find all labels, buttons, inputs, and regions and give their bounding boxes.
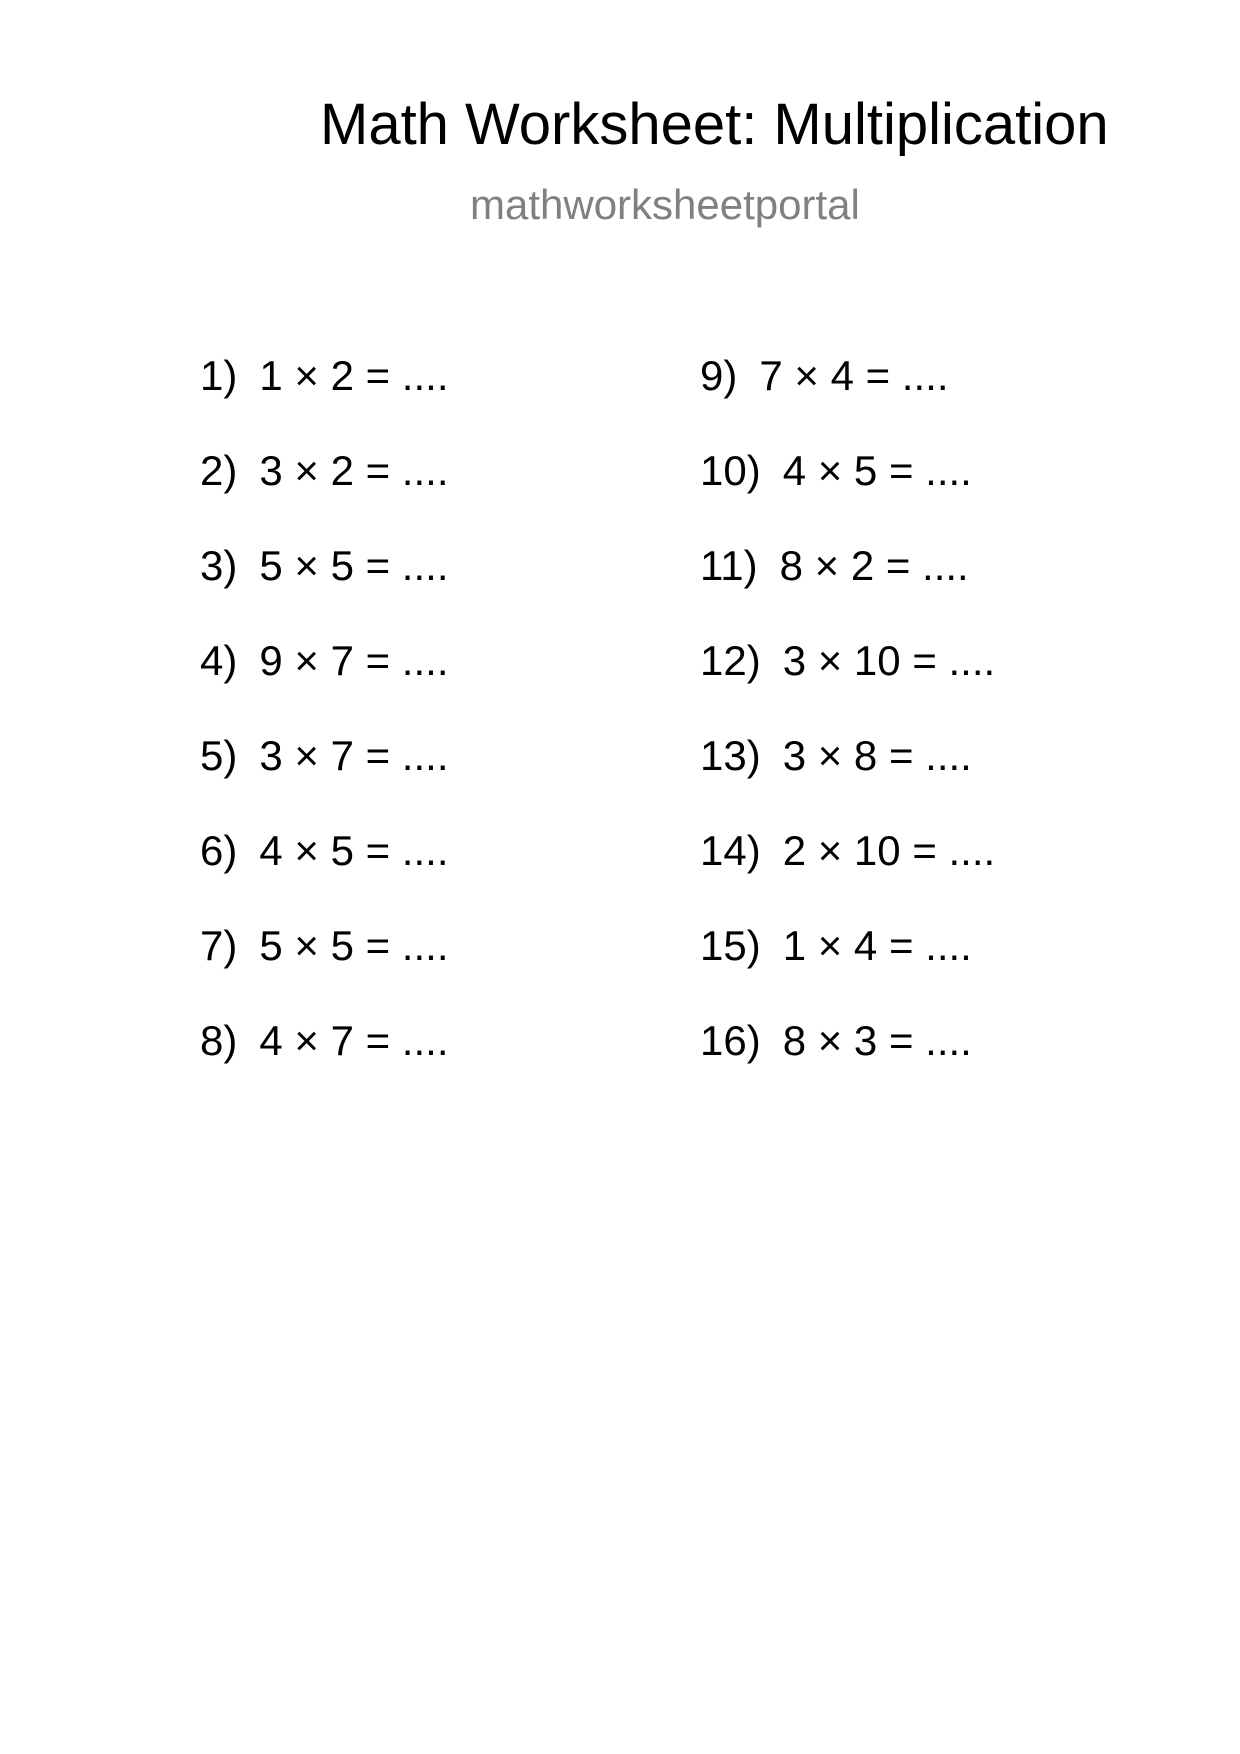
problem-expression: 3 × 7 = .... (259, 732, 449, 779)
problem-expression: 4 × 5 = .... (782, 447, 972, 494)
problem-item (200, 637, 448, 732)
problem-item (200, 542, 448, 637)
problem-number: 9) (700, 352, 738, 399)
worksheet-title: Math Worksheet: Multiplication (320, 92, 1109, 157)
problem-item (700, 542, 995, 637)
problem-item (700, 637, 995, 732)
problem-item (700, 827, 995, 922)
problem-number: 10) (700, 447, 761, 494)
problem-item (700, 1017, 995, 1112)
problem-expression: 2 × 10 = .... (782, 827, 996, 874)
problem-number: 3) (200, 542, 238, 589)
problem-expression: 3 × 2 = .... (259, 447, 449, 494)
problem-column-right (700, 352, 995, 1112)
problem-number: 1) (200, 352, 238, 399)
problem-expression: 5 × 5 = .... (259, 542, 449, 589)
problem-item (700, 732, 995, 827)
problem-item (200, 827, 448, 922)
problem-number: 15) (700, 922, 761, 969)
problem-expression: 9 × 7 = .... (259, 637, 449, 684)
problem-column-left (200, 352, 448, 1112)
problem-number: 11) (700, 542, 758, 589)
worksheet-subtitle: mathworksheetportal (470, 181, 860, 228)
problem-item (200, 1017, 448, 1112)
problem-number: 16) (700, 1017, 761, 1064)
problem-expression: 8 × 2 = .... (779, 542, 969, 589)
problem-expression: 4 × 5 = .... (259, 827, 449, 874)
problem-number: 6) (200, 827, 238, 874)
problem-expression: 7 × 4 = .... (759, 352, 949, 399)
problem-expression: 3 × 8 = .... (782, 732, 972, 779)
problem-item (200, 922, 448, 1017)
problem-item (700, 447, 995, 542)
problem-item (200, 732, 448, 827)
problem-expression: 5 × 5 = .... (259, 922, 449, 969)
problem-number: 5) (200, 732, 238, 779)
problem-expression: 3 × 10 = .... (782, 637, 996, 684)
problem-number: 12) (700, 637, 761, 684)
problem-item (200, 447, 448, 542)
problem-number: 14) (700, 827, 761, 874)
problem-expression: 1 × 4 = .... (782, 922, 972, 969)
problem-number: 13) (700, 732, 761, 779)
problem-number: 8) (200, 1017, 238, 1064)
problem-item (700, 352, 995, 447)
problem-number: 7) (200, 922, 238, 969)
problem-number: 4) (200, 637, 238, 684)
problem-expression: 8 × 3 = .... (782, 1017, 972, 1064)
problem-expression: 1 × 2 = .... (259, 352, 449, 399)
problem-item (700, 922, 995, 1017)
problem-number: 2) (200, 447, 238, 494)
problem-item (200, 352, 448, 447)
problem-expression: 4 × 7 = .... (259, 1017, 449, 1064)
